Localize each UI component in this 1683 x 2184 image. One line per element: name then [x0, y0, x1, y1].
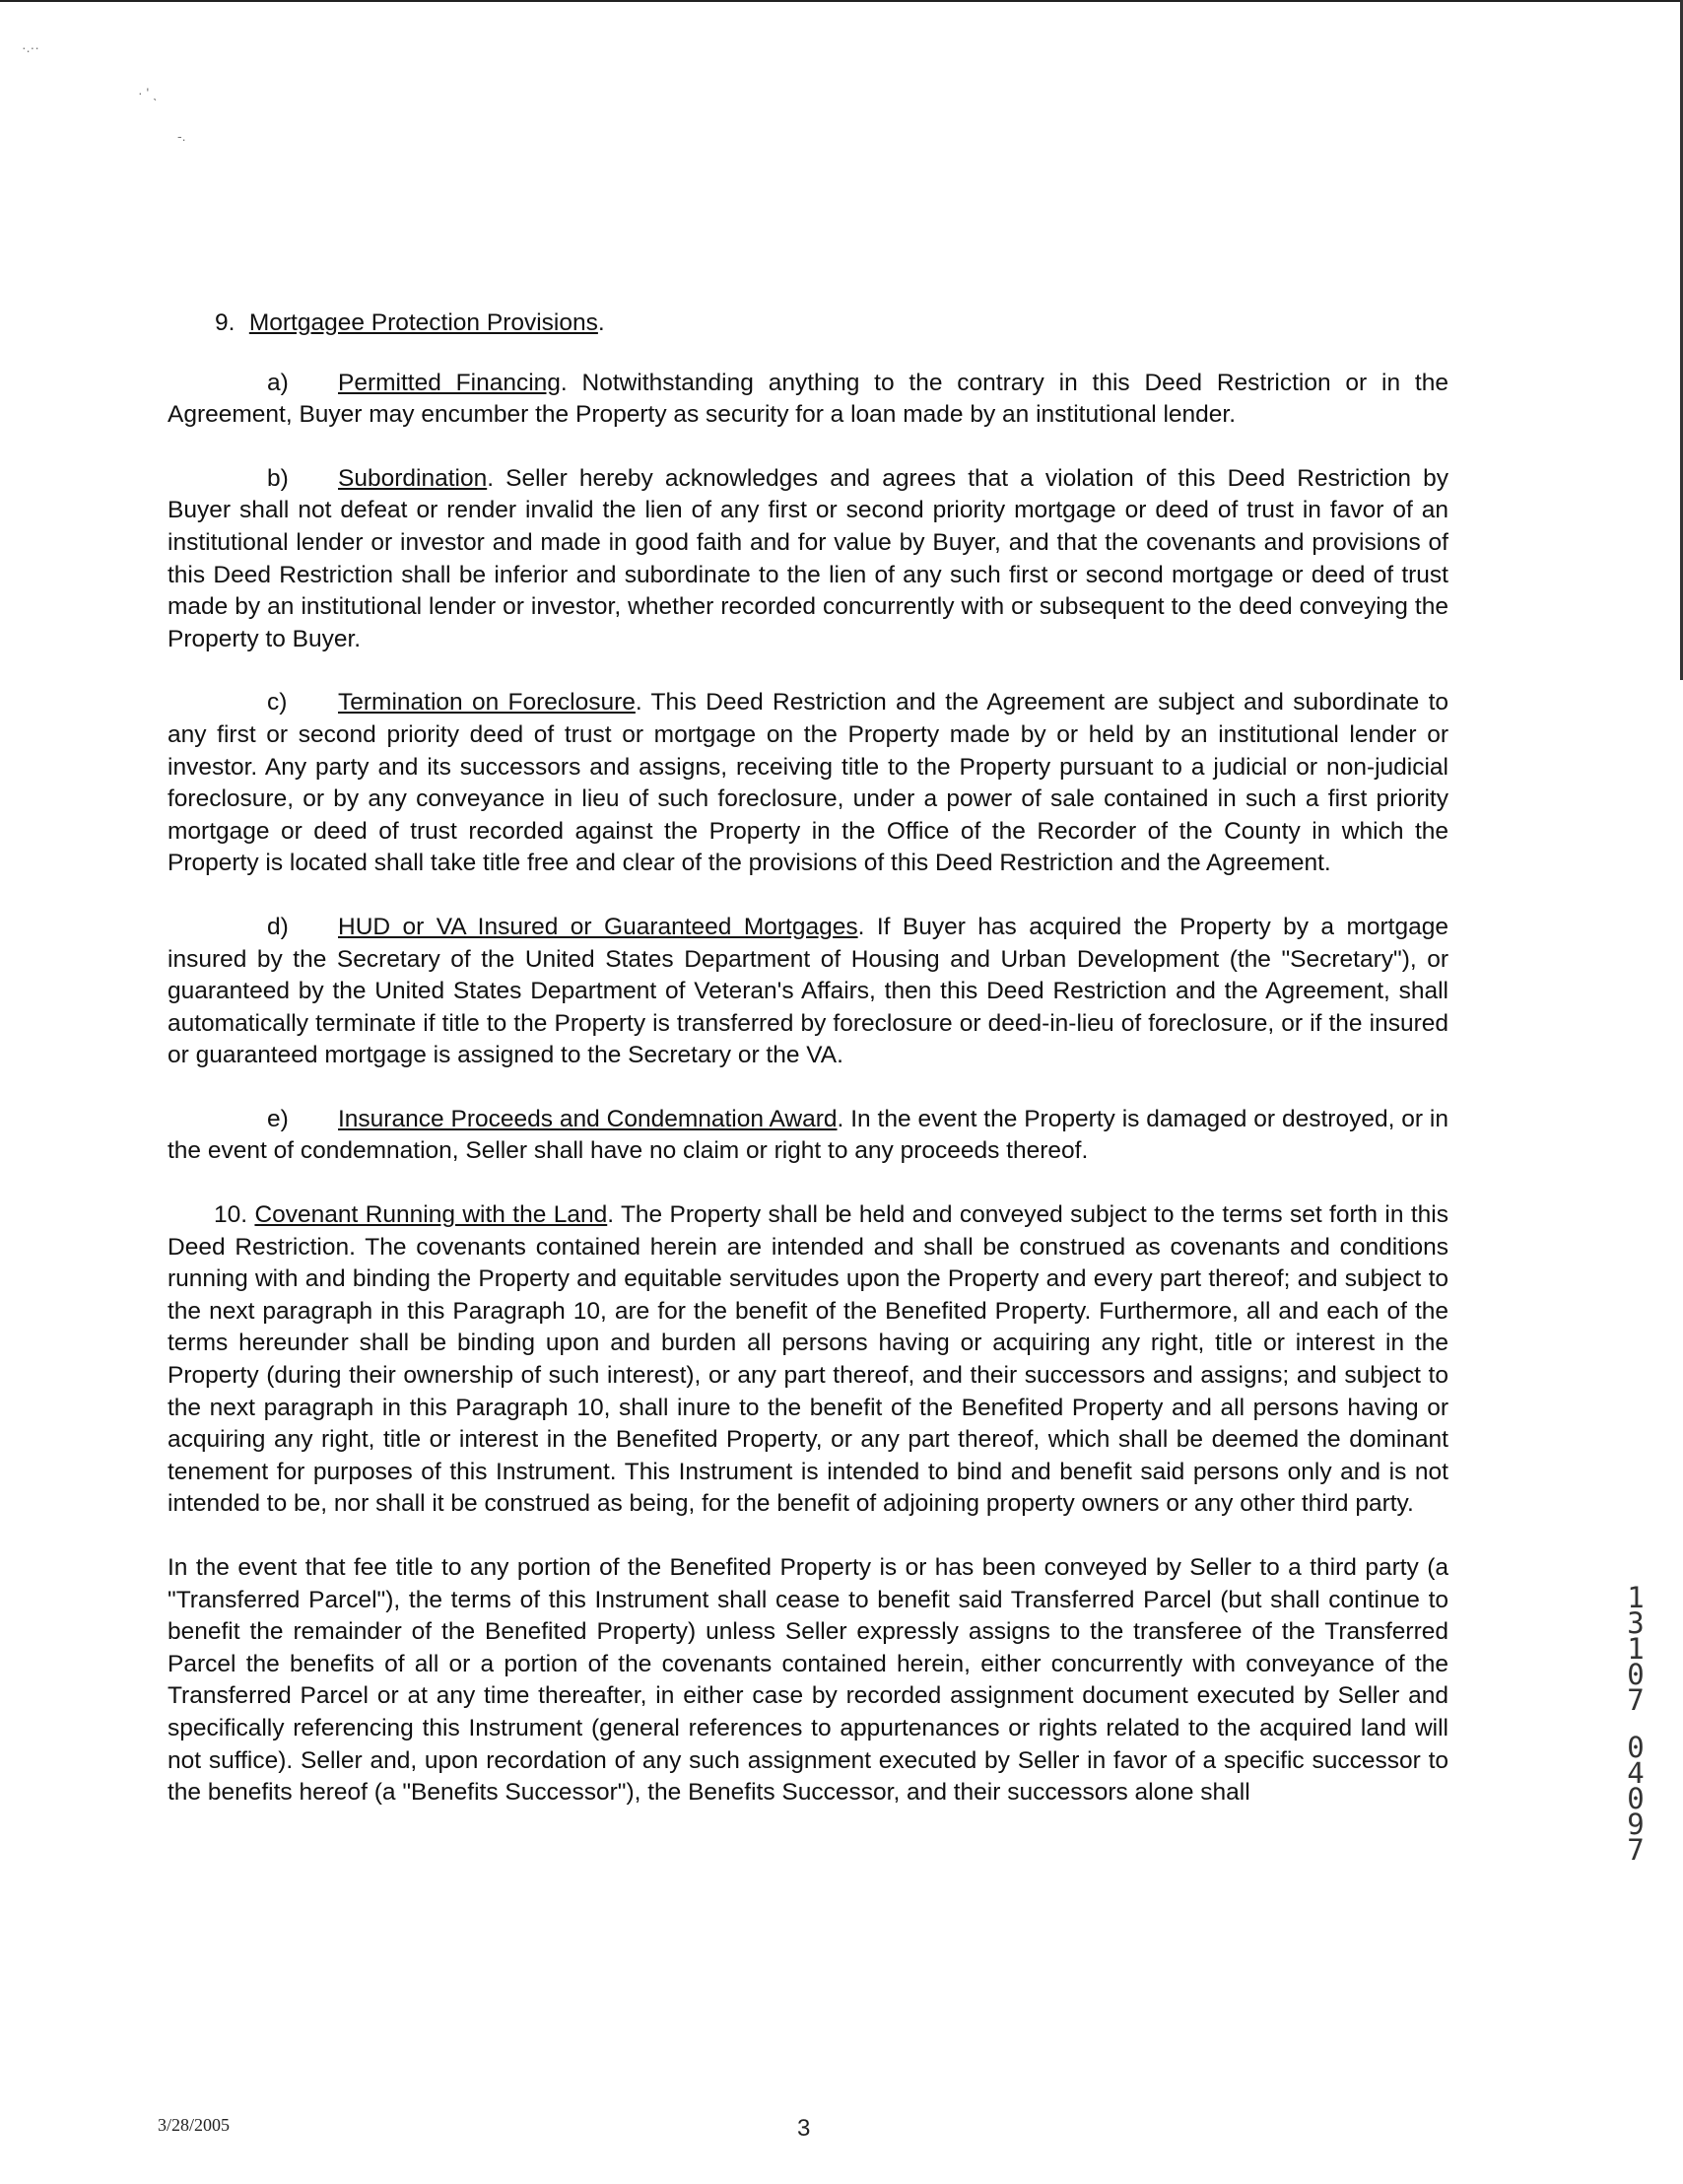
- subsection-label: b): [267, 464, 289, 492]
- subsection-text: . Seller hereby acknowledges and agrees that a violation of this Deed Restriction by Buyer shall not defeat or render invalid the lien of any first or second priority mortgage or deed of trust in favor of an institutional lender or investor and made in good faith and for value by Buyer, and that the covenants and provisions of this Deed Restriction shall be inferior and subordinate to the lien of any such first or second mortgage or deed of trust made by an institutional lender or investor, whether recorded concurrently with or subsequent to the deed conveying the Property to Buyer.: [168, 464, 1448, 652]
- subsection-e: [168, 1104, 1448, 1168]
- subsection-title: Insurance Proceeds and Condemnation Award: [338, 1105, 838, 1132]
- heading-title: Mortgagee Protection Provisions: [248, 309, 598, 336]
- subsection-text: . If Buyer has acquired the Property by a mortgage insured by the Secretary of the United States Department of Housing and Urban Development (the "Secretary"), or guaranteed by the United States Department of Veteran's Affairs, then this Deed Restriction and the Agreement, shall automatically terminate if title to the Property is transferred by foreclosure or deed-in-lieu of foreclosure, or if the insured or guaranteed mortgage is assigned to the Secretary or the VA.: [168, 913, 1448, 1069]
- section-heading-9: [215, 307, 1448, 340]
- stamp-digit: 0: [1627, 1658, 1645, 1691]
- scan-speck: -.: [177, 128, 186, 144]
- subsection-title: Subordination: [338, 464, 488, 492]
- subsection-text: . Notwithstanding anything to the contrary in this Deed Restriction or in the Agreement, Buyer may encumber the Property as security for a loan made by an institutional lender.: [168, 369, 1448, 429]
- subsection-label: a): [267, 369, 289, 396]
- document-body: [168, 307, 1448, 1841]
- stamp-digit: 1: [1627, 1632, 1645, 1666]
- heading-period: .: [597, 309, 605, 336]
- subsection-text: . In the event the Property is damaged or destroyed, or in the event of condemnation, Seller shall have no claim or right to any proceeds thereof.: [168, 1105, 1448, 1165]
- paragraph-10: [168, 1199, 1448, 1521]
- page-number: 3: [797, 2115, 811, 2142]
- recording-number-stamp: [1616, 1581, 1655, 1867]
- stamp-digit: 9: [1627, 1808, 1645, 1841]
- paragraph-text: . The Property shall be held and conveyed subject to the terms set forth in this Deed Restriction. The covenants contained herein are intended and shall be construed as covenants and conditions running with and binding the Property and equitable servitudes upon the Property and every part thereof; and subject to the next paragraph in this Paragraph 10, are for the benefit of the Benefited Property. Furthermore, all and each of the terms hereunder shall be binding upon and burden all persons having or acquiring any right, title or interest in the Property (during their ownership of such interest), or any part thereof, and their successors and assigns; and subject to the next paragraph in this Paragraph 10, shall inure to the benefit of the Benefited Property and all persons having or acquiring any right, title or interest in the Benefited Property, or any part thereof, which shall be deemed the dominant tenement for purposes of this Instrument. This Instrument is intended to bind and benefit said persons only and is not intended to be, nor shall it be construed as being, for the benefit of adjoining property owners or any other third party.: [168, 1201, 1448, 1518]
- subsection-title: Permitted Financing: [338, 369, 561, 396]
- stamp-digit: 1: [1627, 1581, 1645, 1614]
- stamp-digit: 3: [1627, 1606, 1645, 1640]
- subsection-c: [168, 687, 1448, 880]
- scan-speck: · ' ˎ: [138, 85, 158, 101]
- subsection-label: e): [267, 1105, 289, 1132]
- subsection-d: [168, 912, 1448, 1072]
- final-paragraph: In the event that fee title to any portion of the Benefited Property is or has been conveyed by Seller to a third party (a "Transferred Parcel"), the terms of this Instrument shall cease to benefit said Transferred Parcel (but shall continue to benefit the remainder of the Benefited Property) unless Seller expressly assigns to the transferee of the Transferred Parcel the benefits of all or a portion of the covenants contained herein, either concurrently with conveyance of the Transferred Parcel or at any time thereafter, in either case by recorded assignment document executed by Seller and specifically referencing this Instrument (general references to appurtenances or rights related to the acquired land will not suffice). Seller and, upon recordation of any such assignment executed by Seller in favor of a specific successor to the benefits hereof (a "Benefits Successor"), the Benefits Successor, and their successors alone shall: [168, 1554, 1448, 1807]
- stamp-digit: 0: [1627, 1782, 1645, 1815]
- paragraph-number: 10.: [214, 1201, 248, 1229]
- footer-date: 3/28/2005: [158, 2115, 231, 2135]
- subsection-label: d): [267, 913, 289, 940]
- subsection-b: [168, 463, 1448, 656]
- stamp-digit: 7: [1627, 1683, 1645, 1717]
- subsection-title: HUD or VA Insured or Guaranteed Mortgages: [338, 913, 858, 940]
- heading-number: 9.: [215, 309, 236, 336]
- subsection-title: Termination on Foreclosure: [338, 689, 636, 717]
- paragraph-title: Covenant Running with the Land: [254, 1201, 608, 1229]
- subsection-text: . This Deed Restriction and the Agreement are subject and subordinate to any first or second priority deed of trust or mortgage on the Property made by or held by an institutional lender or investor. Any party and its successors and assigns, receiving title to the Property pursuant to a judicial or non-judicial foreclosure, or by any conveyance in lieu of such foreclosure, under a power of sale contained in such a first priority mortgage or deed of trust recorded against the Property in the Office of the Recorder of the County in which the Property is located shall take title free and clear of the provisions of this Deed Restriction and the Agreement.: [168, 689, 1448, 877]
- stamp-digit: 7: [1627, 1833, 1645, 1867]
- scan-top-border: [0, 0, 1683, 2]
- scan-speck: ·.··: [22, 39, 39, 55]
- subsection-a: [168, 368, 1448, 432]
- stamp-digit: 0: [1627, 1731, 1645, 1764]
- stamp-digit: 4: [1627, 1756, 1645, 1790]
- subsection-label: c): [267, 689, 288, 717]
